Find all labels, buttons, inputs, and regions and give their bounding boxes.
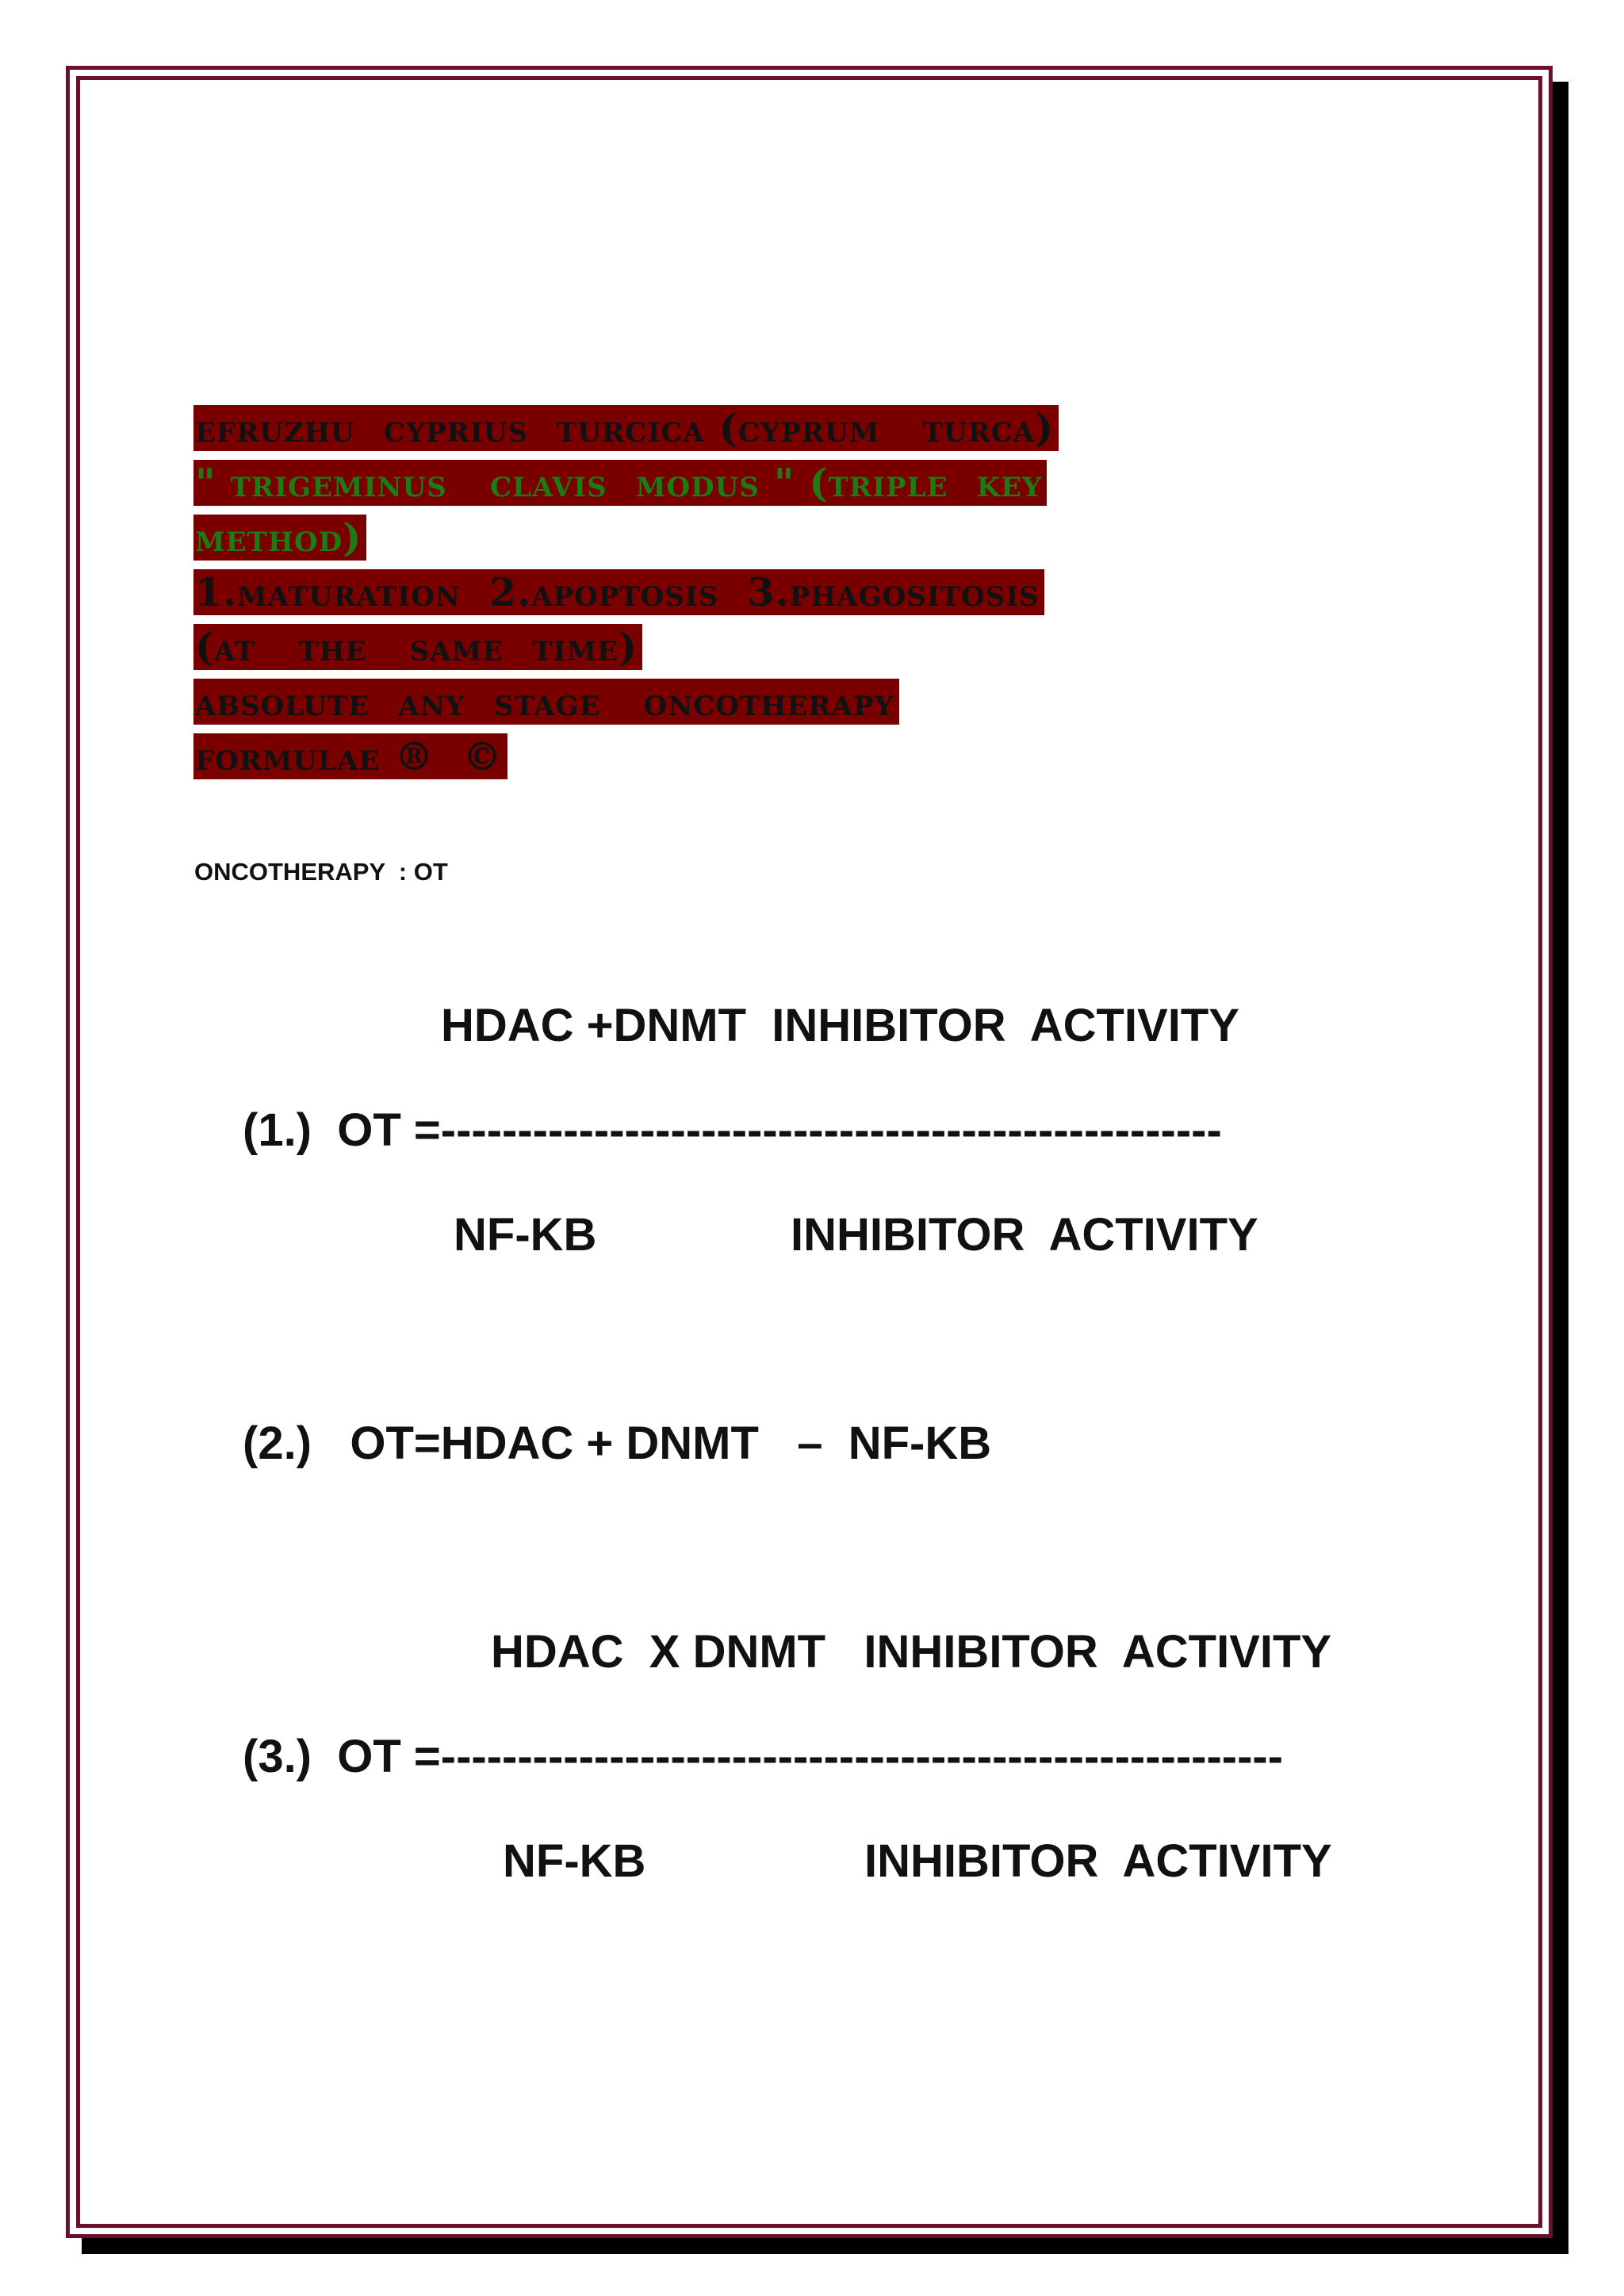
title-line-7: formulae ® ©	[193, 733, 508, 779]
formula-3-equation: (3.) OT =-------------------------------------------------------	[243, 1731, 1284, 1782]
formula-2-equation: (2.) OT=HDAC + DNMT – NF-KB	[243, 1418, 992, 1469]
formula-1-denominator-right: INHIBITOR ACTIVITY	[791, 1209, 1258, 1261]
title-block	[193, 401, 1431, 784]
formula-3-denominator-left: NF-KB	[503, 1835, 646, 1887]
title-line-4: 1.maturation 2.apoptosis 3.phagositosis	[193, 569, 1044, 615]
formula-1-equation: (1.) OT =---------------------------------------------------	[243, 1104, 1222, 1156]
title-line-6: absolute any stage oncotherapy	[193, 679, 899, 725]
title-line-3: method)	[193, 515, 366, 561]
formula-3-numerator: HDAC X DNMT INHIBITOR ACTIVITY	[491, 1626, 1332, 1678]
title-line-5: (at the same time)	[193, 624, 642, 670]
formula-3-denominator-right: INHIBITOR ACTIVITY	[864, 1835, 1332, 1887]
subtitle-abbreviation: ONCOTHERAPY : OT	[194, 858, 448, 886]
formula-1-denominator-left: NF-KB	[454, 1209, 597, 1261]
title-line-1: efruzhu cyprius turcica (cyprum turca)	[193, 405, 1059, 451]
formula-1-numerator: HDAC +DNMT INHIBITOR ACTIVITY	[441, 1000, 1239, 1051]
title-line-2: " trigeminus clavis modus " (triple key	[193, 460, 1047, 506]
